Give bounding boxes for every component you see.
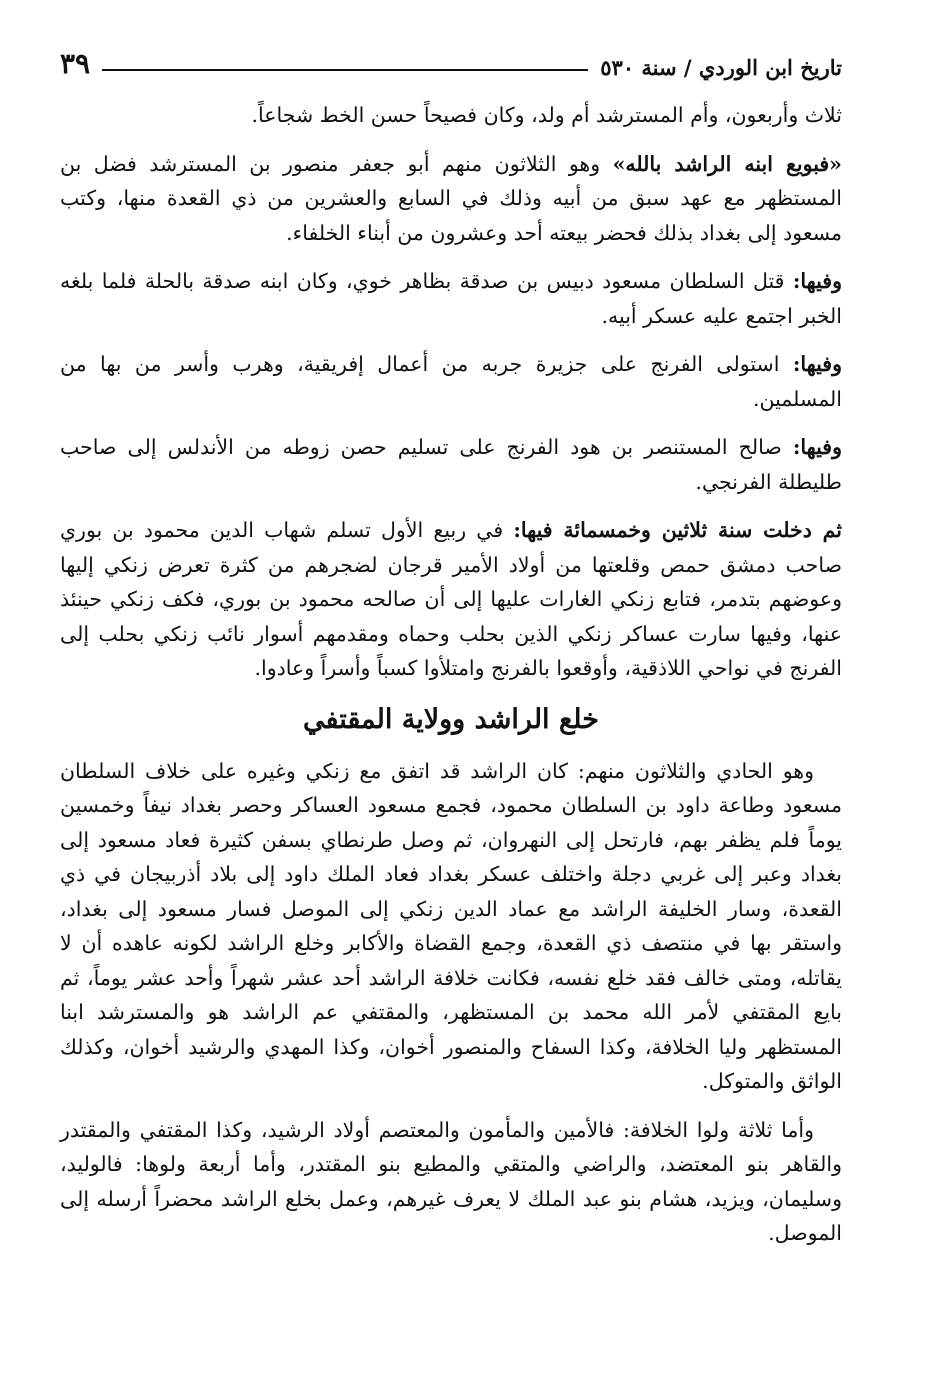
body-text-top [60, 98, 842, 686]
paragraph-lead: «فبويع ابنه الراشد بالله» [612, 151, 842, 176]
paragraph [60, 754, 842, 1099]
book-title: تاريخ ابن الوردي / سنة ٥٣٠ [600, 55, 842, 80]
body-text-bottom [60, 754, 842, 1251]
header-rule [102, 69, 588, 71]
paragraph-text: قتل السلطان مسعود دبيس بن صدقة بظاهر خوي، وكان ابنه صدقة بالحلة فلما بلغه الخبر اجتمع عليه عسكر أبيه. [60, 269, 842, 328]
paragraph-text: وأما ثلاثة ولوا الخلافة: فالأمين والمأمون والمعتصم أولاد الرشيد، وكذا المقتفي والمقتدر والقاهر بنو المعتضد، والراضي والمتقي والمطيع بنو المقتدر، وأما أربعة ولوها: فالوليد، وسليمان، ويزيد، هشام بنو عبد الملك لا يعرف غيرهم، وعمل بخلع الراشد محضراً أرسله إلى الموصل. [60, 1117, 842, 1245]
paragraph-lead: وفيها: [792, 352, 842, 376]
running-head [60, 38, 842, 80]
paragraph-text: وهو الثلاثون منهم أبو جعفر منصور بن المسترشد فضل بن المستظهر مع عهد سبق من أبيه وذلك في السابع والعشرين من ذي القعدة منها، وكتب مسعود إلى بغداد بذلك فحضر بيعته أحد وعشرون من أبناء الخلفاء. [60, 151, 842, 245]
paragraph-text: استولى الفرنج على جزيرة جربه من أعمال إفريقية، وهرب وأسر من بها من المسلمين. [60, 352, 842, 411]
paragraph-text: صالح المستنصر بن هود الفرنج على تسليم حصن زوطه من الأندلس إلى صاحب طليطلة الفرنجي. [60, 435, 842, 494]
paragraph-lead: وفيها: [792, 435, 842, 459]
paragraph [60, 264, 842, 333]
section-title: خلع الراشد وولاية المقتفي [303, 703, 599, 735]
page-number: ٣٩ [60, 47, 91, 80]
paragraph-text: وهو الحادي والثلاثون منهم: كان الراشد قد اتفق مع زنكي وغيره على خلاف السلطان مسعود وطاعة داود بن السلطان محمود، فجمع مسعود العساكر وحصر بغداد نيفاً وخمسين يوماً فلم يظفر بهم، فارتحل إلى النهروان، ثم وصل طرنطاي بسفن كثيرة فعاد مسعود إلى بغداد وعبر إلى غربي دجلة واختلف عسكر بغداد فعاد الملك داود إلى بلاد أذربيجان في ذي القعدة، وسار الخليفة الراشد مع عماد الدين زنكي إلى الموصل فسار مسعود إلى بغداد، واستقر بها في منتصف ذي القعدة، وجمع القضاة والأكابر وخلع الراشد لكونه عاهده أن لا يقاتله، ومتى خالف فقد خلع نفسه، فكانت خلافة الراشد أحد عشر شهراً وأحد عشر يوماً، ثم بايع المقتفي لأمر الله محمد بن المستظهر، والمقتفي عم الراشد هو والمسترشد ابنا المستظهر وليا الخلافة، وكذا السفاح والمنصور أخوان، وكذا المهدي والرشيد أخوان، وكذلك الواثق والمتوكل. [60, 758, 842, 1093]
paragraph [60, 98, 842, 133]
paragraph [60, 347, 842, 416]
book-page [60, 38, 842, 1265]
paragraph [60, 513, 842, 686]
paragraph [60, 1113, 842, 1251]
paragraph-lead: ثم دخلت سنة ثلاثين وخمسمائة فيها: [513, 518, 842, 542]
paragraph-text: في ربيع الأول تسلم شهاب الدين محمود بن بوري صاحب دمشق حمص وقلعتها من أولاد الأمير قرجان لضجرهم من كثرة تعرض زنكي إليها وعوضهم بتدمر، فتابع زنكي الغارات عليها إلى أن صالحه محمود بن بوري، فكف زنكي حينئذ عنها، وفيها سارت عساكر زنكي الذين بحلب وحماه ومقدمهم أسوار نائب زنكي بحلب إلى الفرنج في نواحي اللاذقية، وأوقعوا بالفرنج وامتلأوا كسباً وأسراً وعادوا. [60, 518, 842, 680]
paragraph [60, 430, 842, 499]
paragraph-lead: وفيها: [792, 269, 842, 293]
paragraph-text: ثلاث وأربعون، وأم المسترشد أم ولد، وكان فصيحاً حسن الخط شجاعاً. [251, 103, 842, 127]
paragraph [60, 147, 842, 251]
